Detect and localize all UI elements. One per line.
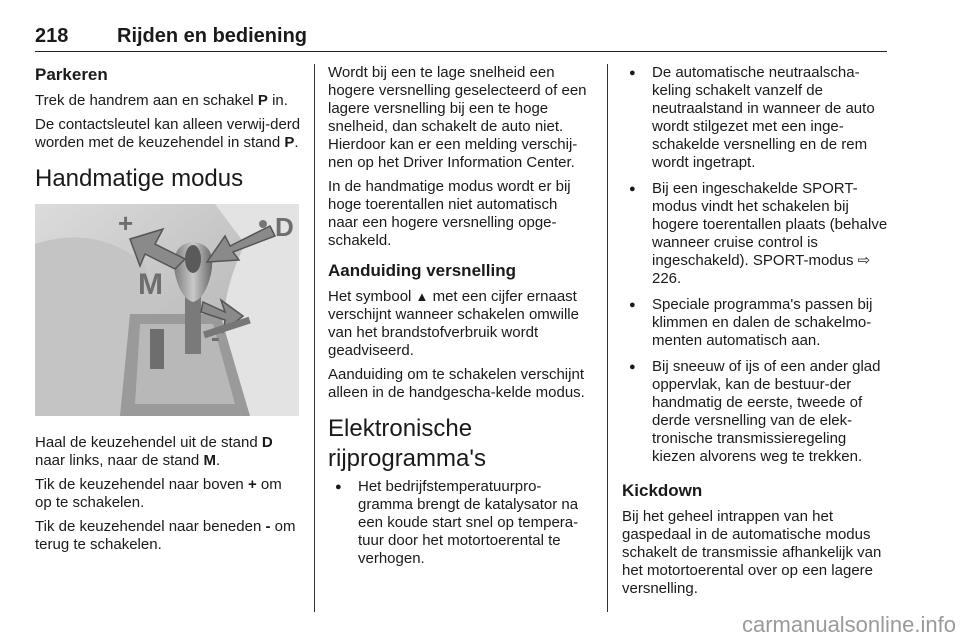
gear-label-m: M xyxy=(138,268,163,301)
gear-label-plus: + xyxy=(118,208,134,238)
handmatig-text-1: Haal de keuzehendel uit de stand D naar links, naar de stand M. xyxy=(35,434,273,469)
column-2 xyxy=(328,64,590,576)
handmatig-text-3: Tik de keuzehendel naar beneden - om terug te schakelen. xyxy=(35,518,296,553)
page-number: 218 xyxy=(35,25,69,47)
page-header xyxy=(35,25,887,52)
handmatig-text-5: In de handmatige modus wordt er bij hoge toerentallen niet automatisch naar een hogere versnelling opge-schakeld. xyxy=(328,178,571,249)
gear-selector-illustration xyxy=(35,204,299,416)
gear-selector-drawing xyxy=(35,204,299,416)
column-3 xyxy=(622,64,888,604)
kickdown-text: Bij het geheel intrappen van het gaspedaal in de automatische modus schakelt de transmissie afhankelijk van het motortoerental over op een lagere versnelling. xyxy=(622,508,882,597)
list-item: ● Bij sneeuw of ijs of een ander glad oppervlak, kan de bestuur-der handmatig de eerste, tweede of derde versnelling van de elek-tronische transmissieregeling kiezen alvorens weg te trekken. xyxy=(622,358,888,466)
list-item: ● Speciale programma's passen bij klimmen en dalen de schakelmo-menten automatisch aan. xyxy=(622,296,888,350)
column-divider-1 xyxy=(314,64,315,612)
page-title: Rijden en bediening xyxy=(117,25,308,47)
heading-handmatige-modus: Handmatige modus xyxy=(35,165,244,192)
column-divider-2 xyxy=(607,64,608,612)
gear-label-minus: - xyxy=(211,322,220,352)
list-item: ● De automatische neutraalscha-keling schakelt vanzelf de neutraalstand in wanneer de auto wordt stilgezet met een inge-schakelde versnelling en de rem wordt ingetrapt. xyxy=(622,64,888,172)
list-item: ● Bij een ingeschakelde SPORT-modus vindt het schakelen bij hogere toerentallen plaats (behalve wanneer cruise control is ingeschakeld). SPORT-modus ⇨ 226. xyxy=(622,180,888,288)
aanduiding-text-2: Aanduiding om te schakelen verschijnt alleen in de handgescha-kelde modus. xyxy=(328,366,585,401)
parkeren-text-2: De contactsleutel kan alleen verwij-derd worden met de keuzehendel in stand P. xyxy=(35,116,301,151)
watermark: carmanualsonline.info xyxy=(741,612,956,637)
shift-up-icon: ▲ xyxy=(415,289,429,304)
parkeren-text-1: Trek de handrem aan en schakel P in. xyxy=(35,92,288,109)
list-item: ● Het bedrijfstemperatuurpro-gramma brengt de katalysator na een koude start snel op tempera-tuur door het motortoerental te verhogen. xyxy=(328,478,590,568)
handmatig-text-4: Wordt bij een te lage snelheid een hogere versnelling geselecteerd of een lagere versnelling bij een te hoge snelheid, dan schakelt de auto niet. Hierdoor kan er een melding verschij-nen op het Driver Information Center. xyxy=(328,64,587,171)
gear-label-d: D xyxy=(275,212,294,242)
handmatig-text-2: Tik de keuzehendel naar boven + om op te schakelen. xyxy=(35,476,282,511)
rijprogramma-list-2 xyxy=(622,64,888,466)
heading-parkeren: Parkeren xyxy=(35,65,108,84)
column-1 xyxy=(35,64,301,560)
heading-kickdown: Kickdown xyxy=(622,481,703,500)
aanduiding-text-1: Het symbool ▲ met een cijfer ernaast verschijnt wanneer schakelen omwille van het brandstofverbruik wordt geadviseerd. xyxy=(328,288,579,359)
rijprogramma-list-1 xyxy=(328,478,590,568)
heading-elektronische-rijprogrammas: Elektronische rijprogramma's xyxy=(328,415,486,472)
heading-aanduiding-versnelling: Aanduiding versnelling xyxy=(328,261,516,280)
